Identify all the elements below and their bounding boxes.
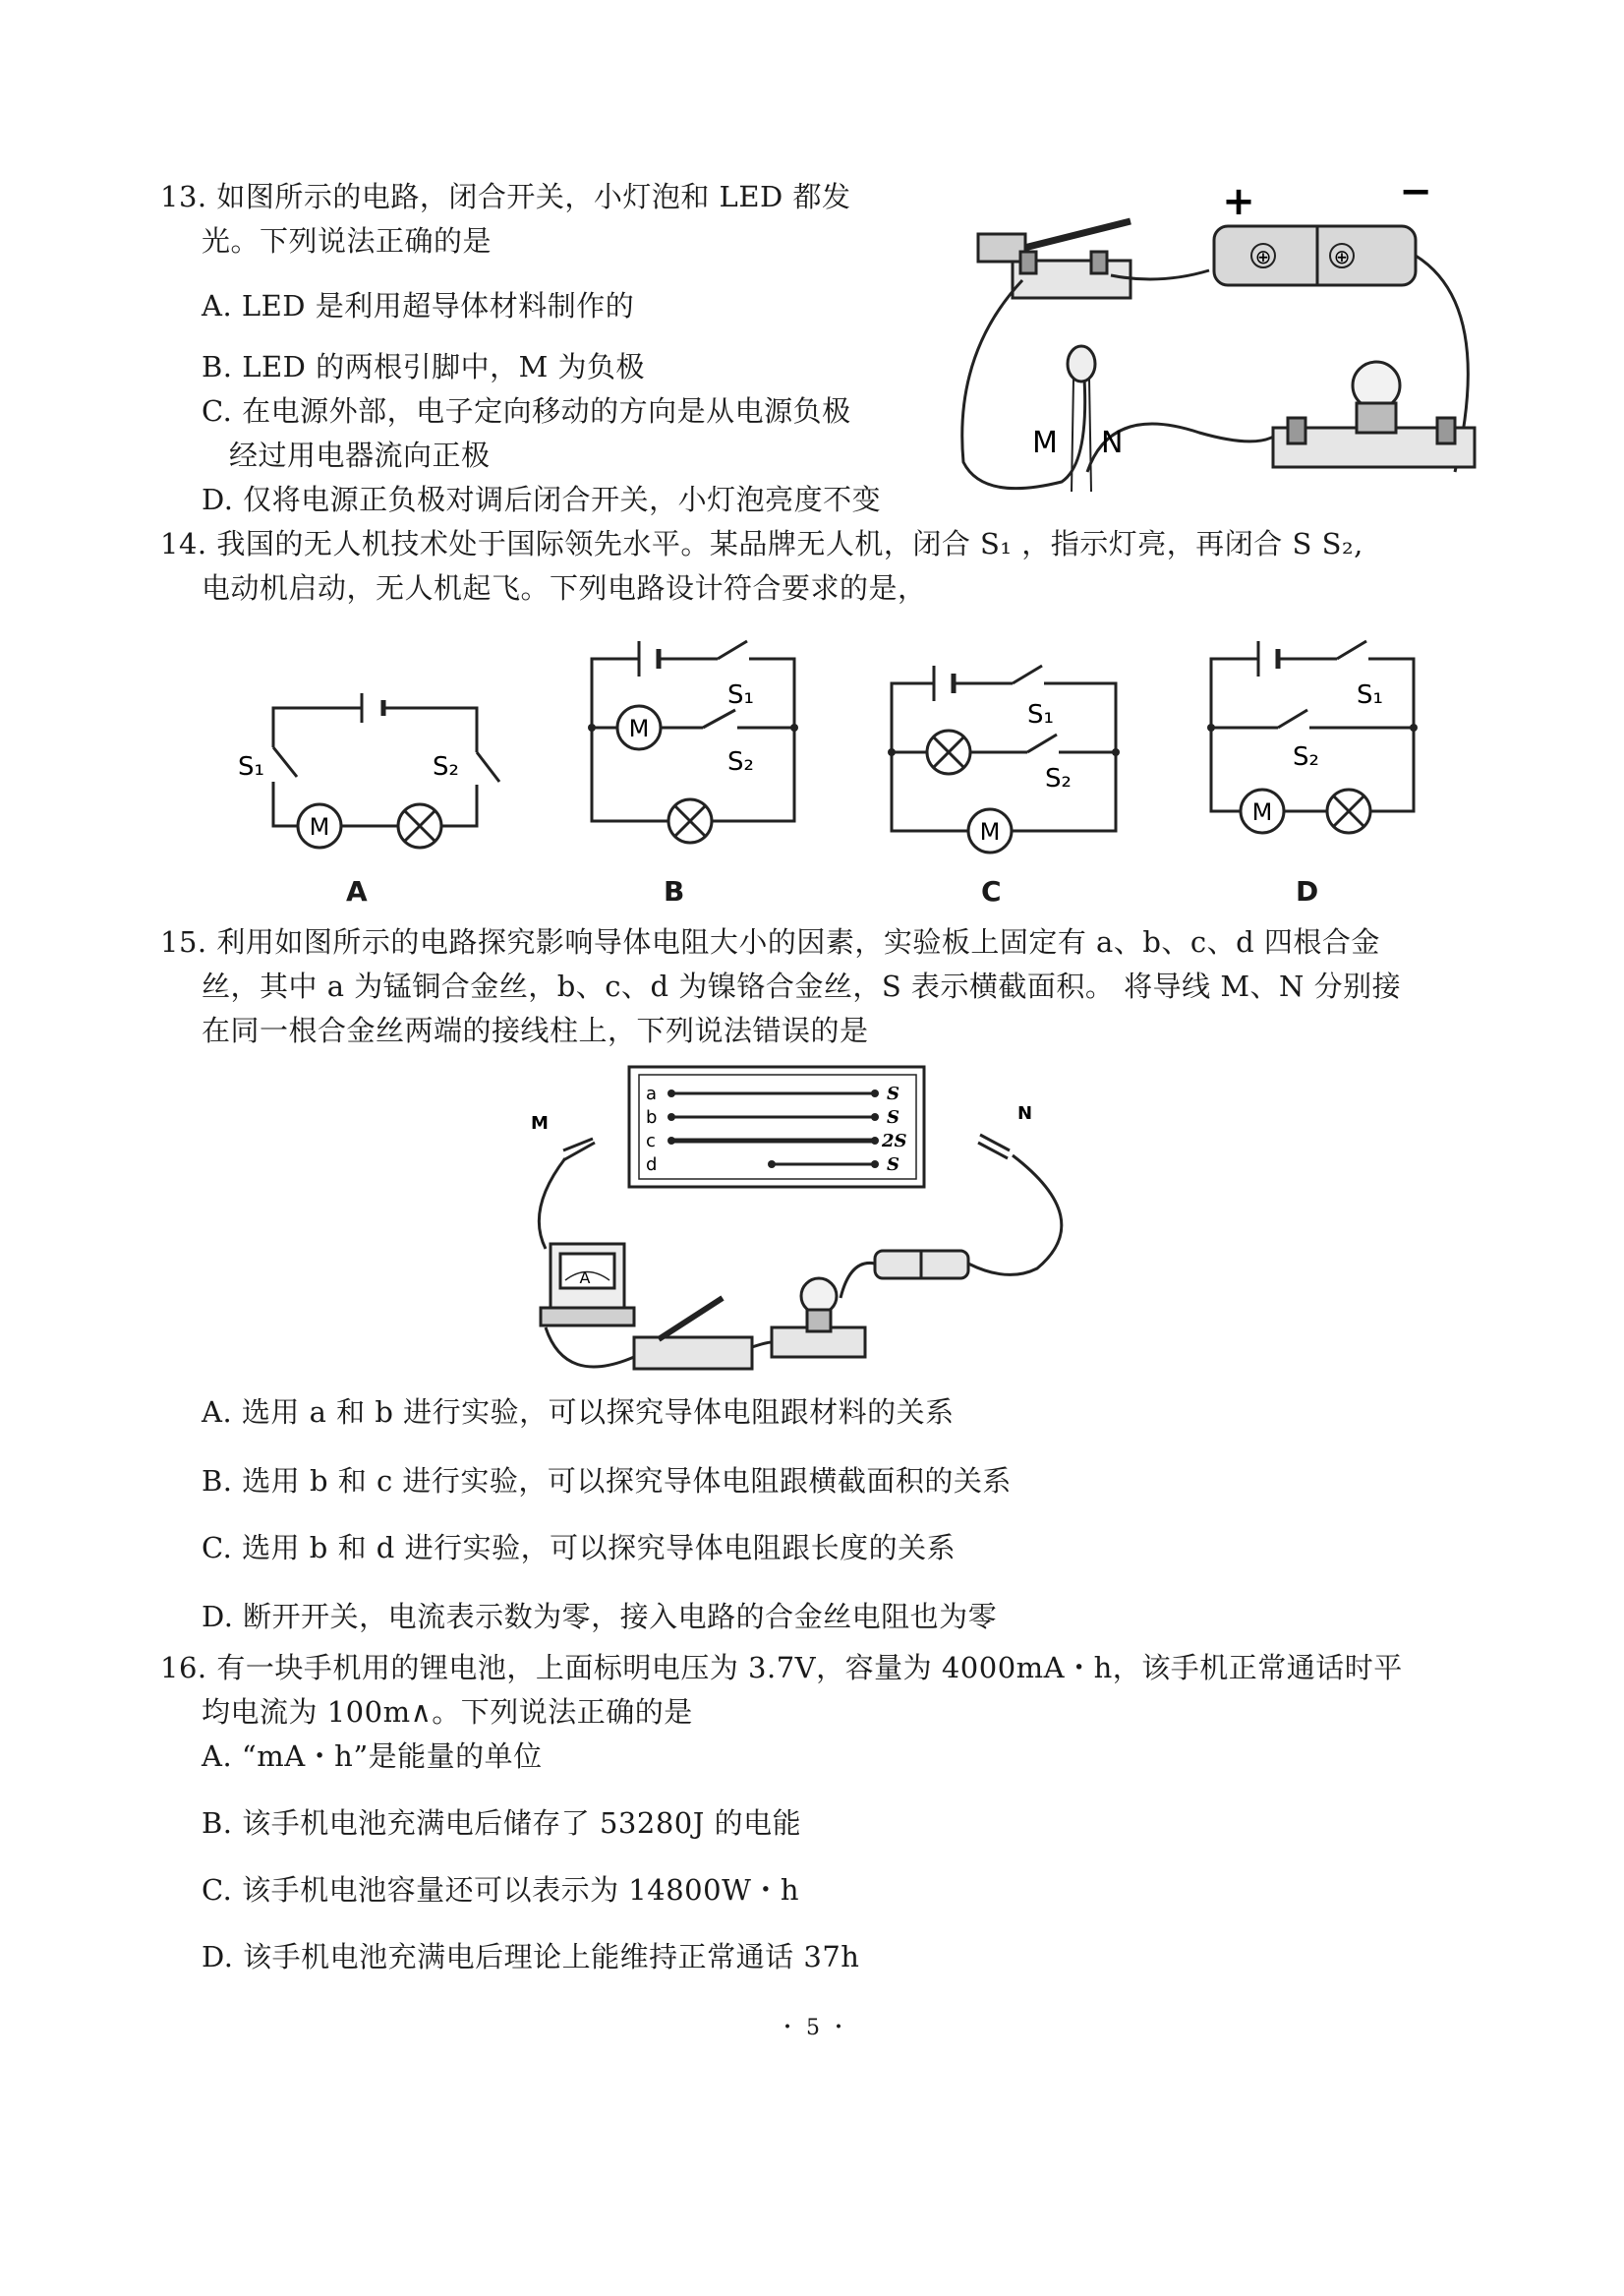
- q14-stem-line1: 14. 我国的无人机技术处于国际领先水平。某品牌无人机，闭合 S₁ ，指示灯亮，再闭合 S S₂,: [160, 527, 1363, 560]
- q15-option-b: B. 选用 b 和 c 进行实验，可以探究导体电阻跟横截面积的关系: [202, 1464, 1012, 1498]
- q15-wire-b-label: b: [646, 1107, 658, 1128]
- q14b-s2-label: S₂: [727, 747, 754, 777]
- q14a-s1-label: S₁: [238, 752, 264, 782]
- q14c-motor-label: M: [979, 818, 1001, 846]
- q14b-s1-label: S₁: [727, 680, 754, 710]
- q13-option-c-line1: C. 在电源外部，电子定向移动的方向是从电源负极: [202, 394, 851, 428]
- q14c-s1-label: S₁: [1027, 700, 1054, 730]
- q15-wire-d-area: S: [887, 1154, 899, 1175]
- q14d-s1-label: S₁: [1357, 680, 1383, 710]
- q14-stem-line2: 电动机启动，无人机起飞。下列电路设计符合要求的是，: [202, 571, 927, 605]
- q14-circuit-b: [580, 629, 826, 865]
- q13-option-a: A. LED 是利用超导体材料制作的: [202, 289, 635, 323]
- q15-stem-line1: 15. 利用如图所示的电路探究影响导体电阻大小的因素，实验板上固定有 a、b、c、d 四根合金: [160, 925, 1380, 959]
- q13-option-d: D. 仅将电源正负极对调后闭合开关，小灯泡亮度不变: [202, 483, 882, 516]
- q14-circuit-a: [236, 669, 511, 865]
- q15-ammeter-label: A: [579, 1268, 591, 1287]
- q15-wire-a-label: a: [646, 1084, 658, 1104]
- q14d-motor-label: M: [1251, 798, 1273, 826]
- q16-option-b: B. 该手机电池充满电后储存了 53280J 的电能: [202, 1806, 802, 1840]
- page-number: ・ 5 ・: [777, 2016, 850, 2040]
- q14-caption-b: B: [664, 875, 685, 908]
- q13-label-m: M: [1032, 426, 1058, 460]
- q14b-motor-label: M: [628, 715, 650, 742]
- q14-caption-a: A: [346, 875, 368, 908]
- q15-option-a: A. 选用 a 和 b 进行实验，可以探究导体电阻跟材料的关系: [202, 1395, 955, 1429]
- q13-stem-line1: 13. 如图所示的电路，闭合开关，小灯泡和 LED 都发: [160, 180, 851, 213]
- q15-wire-c-label: c: [646, 1131, 656, 1151]
- q16-option-c: C. 该手机电池容量还可以表示为 14800W・h: [202, 1873, 800, 1907]
- q15-experiment-figure: [526, 1062, 1116, 1386]
- q15-wire-a-area: S: [887, 1084, 899, 1104]
- q16-option-a: A. “mA・h”是能量的单位: [202, 1739, 543, 1773]
- q15-label-n: N: [1017, 1103, 1033, 1124]
- q13-cell-plus-1: ⊕: [1254, 245, 1272, 268]
- q16-stem-line2: 均电流为 100m∧。下列说法正确的是: [202, 1695, 693, 1729]
- q15-stem-line2: 丝，其中 a 为锰铜合金丝，b、c、d 为镍铬合金丝，S 表示横截面积。 将导线 M、N 分别接: [202, 970, 1402, 1003]
- q15-option-c: C. 选用 b 和 d 进行实验，可以探究导体电阻跟长度的关系: [202, 1531, 957, 1564]
- q16-stem-line1: 16. 有一块手机用的锂电池，上面标明电压为 3.7V，容量为 4000mA・h，该手机正常通话时平: [160, 1651, 1403, 1684]
- q16-option-d: D. 该手机电池充满电后理论上能维持正常通话 37h: [202, 1940, 860, 1973]
- q14-circuit-c: [880, 654, 1126, 870]
- q13-circuit-photo: [944, 167, 1494, 511]
- q14a-s2-label: S₂: [433, 752, 459, 782]
- q15-label-m: M: [531, 1113, 549, 1134]
- q14d-s2-label: S₂: [1293, 742, 1319, 772]
- q13-plus-sign: +: [1222, 179, 1255, 224]
- q14-circuit-d: [1199, 629, 1445, 855]
- q14c-s2-label: S₂: [1045, 764, 1072, 794]
- q14-caption-d: D: [1296, 875, 1319, 908]
- q13-cell-plus-2: ⊕: [1333, 245, 1351, 268]
- q13-stem-line2: 光。下列说法正确的是: [202, 224, 493, 258]
- q13-minus-sign: −: [1399, 169, 1432, 214]
- q13-option-b: B. LED 的两根引脚中，M 为负极: [202, 350, 646, 383]
- q15-stem-line3: 在同一根合金丝两端的接线柱上，下列说法错误的是: [202, 1014, 869, 1047]
- q15-wire-d-label: d: [646, 1154, 658, 1175]
- q15-option-d: D. 断开开关，电流表示数为零，接入电路的合金丝电阻也为零: [202, 1600, 998, 1633]
- q15-wire-c-area: 2S: [882, 1131, 907, 1151]
- q14-caption-c: C: [981, 875, 1002, 908]
- q13-option-c-line2: 经过用电器流向正极: [229, 439, 491, 472]
- q13-label-n: N: [1101, 426, 1124, 460]
- q14a-motor-label: M: [309, 813, 330, 841]
- q15-wire-b-area: S: [887, 1107, 899, 1128]
